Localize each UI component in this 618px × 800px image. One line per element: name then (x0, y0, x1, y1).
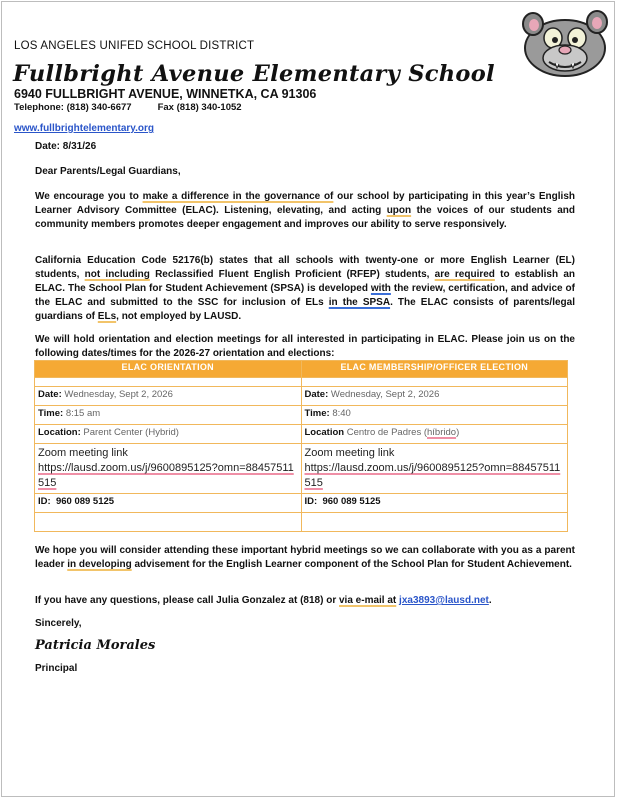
meetings-table (34, 360, 568, 532)
telephone: Telephone: (818) 340-6677 (14, 102, 132, 113)
election-header: ELAC MEMBERSHIP/OFFICER ELECTION (301, 361, 568, 378)
election-location: Location Centro de Padres (híbrido) (301, 425, 568, 444)
orientation-location: Location: Parent Center (Hybrid) (35, 425, 302, 444)
website-link[interactable]: www.fullbrightelementary.org (14, 123, 155, 134)
signer-title: Principal (35, 663, 78, 674)
signature: Patricia Morales (35, 638, 156, 653)
district-name: LOS ANGELES UNIFED SCHOOL DISTRICT (14, 40, 255, 52)
email-link[interactable]: jxa3893@lausd.net (399, 595, 489, 606)
salutation: Dear Parents/Legal Guardians, (35, 166, 181, 177)
letter-date: Date: 8/31/26 (35, 141, 97, 152)
orientation-zoom-link[interactable]: https://lausd.zoom.us/j/9600895125?omn=88457511515 (38, 462, 294, 489)
paragraph-questions: If you have any questions, please call Julia Gonzalez at (818) or via e-mail at jxa3893@lausd.net. (35, 595, 492, 606)
closing: Sincerely, (35, 618, 82, 629)
election-time: Time: 8:40 (301, 406, 568, 425)
orientation-zoom: Zoom meeting link https://lausd.zoom.us/j/9600895125?omn=88457511515 (35, 444, 302, 494)
school-address: 6940 FULLBRIGHT AVENUE, WINNETKA, CA 91306 (14, 87, 317, 101)
paragraph-education-code: California Education Code 52176(b) states that all schools with twenty-one or more English Learner (EL) students, not including Reclassified Fluent English Proficient (RFEP) students, are required to establish an ELAC. The School Plan for Student Achievement (SPSA) is developed with the review, certification, and advice of the ELAC and submitted to the SSC for inclusion of ELs in the SPSA. The ELAC consists of parents/legal guardians of ELs, not employed by LAUSD. (35, 255, 575, 322)
orientation-header: ELAC ORIENTATION (35, 361, 302, 378)
election-zoom: Zoom meeting link https://lausd.zoom.us/j/9600895125?omn=88457511515 (301, 444, 568, 494)
panther-mascot-icon (517, 8, 613, 80)
election-zoom-link[interactable]: https://lausd.zoom.us/j/9600895125?omn=88457511515 (304, 462, 561, 489)
fax: Fax (818) 340-1052 (157, 102, 242, 113)
paragraph-hope: We hope you will consider attending these important hybrid meetings so we can collaborate with you as a parent leader in developing advisement for the English Learner component of the School Plan for Student Achievement. (35, 545, 575, 570)
election-date: Date: Wednesday, Sept 2, 2026 (301, 387, 568, 406)
paragraph-intro: We encourage you to make a difference in the governance of our school by participating in this year’s English Learner Advisory Committee (ELAC). Listening, elevating, and acting upon the voices of our students and community members promotes deeper engagement and improves our ability to serve responsively. (35, 191, 575, 230)
orientation-id: ID: 960 089 5125 (35, 494, 302, 513)
school-name: Fullbright Avenue Elementary School (13, 61, 495, 87)
contact-line (14, 102, 242, 113)
orientation-date: Date: Wednesday, Sept 2, 2026 (35, 387, 302, 406)
paragraph-meetings: We will hold orientation and election meetings for all interested in participating in ELAC. Please join us on the following dates/times for the 2026-27 orientation and elections: (35, 334, 575, 359)
election-id: ID: 960 089 5125 (301, 494, 568, 513)
orientation-time: Time: 8:15 am (35, 406, 302, 425)
